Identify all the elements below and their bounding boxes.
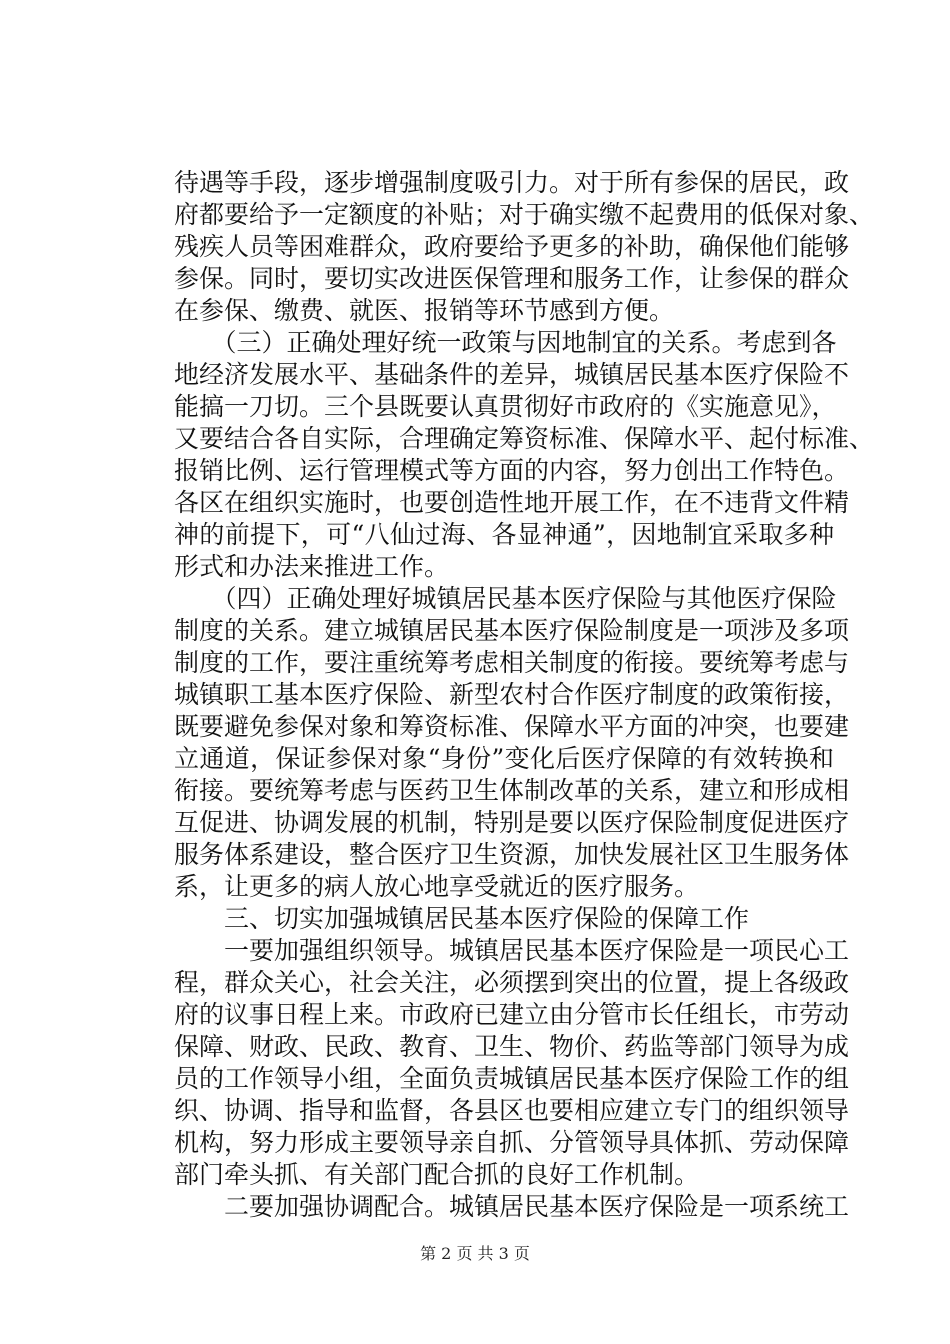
text-line: 部门牵头抓、有关部门配合抓的良好工作机制。 <box>174 1160 700 1189</box>
text-line: 能搞一刀切。三个县既要认真贯彻好市政府的《实施意见》， <box>174 392 837 421</box>
text-line: （三）正确处理好统一政策与因地制宜的关系。考虑到各 <box>174 328 837 357</box>
text-line: 各区在组织实施时，也要创造性地开展工作，在不违背文件精 <box>174 488 850 517</box>
text-line: 又要结合各自实际，合理确定筹资标准、保障水平、起付标准、 <box>174 424 875 453</box>
text-line: 系，让更多的病人放心地享受就近的医疗服务。 <box>174 872 700 901</box>
text-line: 府的议事日程上来。市政府已建立由分管市长任组长，市劳动 <box>174 1000 850 1029</box>
text-line: 神的前提下，可“八仙过海、各显神通”，因地制宜采取多种 <box>174 520 834 549</box>
text-line: 既要避免参保对象和筹资标准、保障水平方面的冲突，也要建 <box>174 712 850 741</box>
text-line: 在参保、缴费、就医、报销等环节感到方便。 <box>174 296 675 325</box>
page-footer: 第 2 页 共 3 页 <box>420 1244 530 1263</box>
text-line: 员的工作领导小组，全面负责城镇居民基本医疗保险工作的组 <box>174 1064 850 1093</box>
text-line: （四）正确处理好城镇居民基本医疗保险与其他医疗保险 <box>174 584 837 613</box>
text-line: 机构，努力形成主要领导亲自抓、分管领导具体抓、劳动保障 <box>174 1128 850 1157</box>
text-line: 程，群众关心，社会关注，必须摆到突出的位置，提上各级政 <box>174 968 850 997</box>
text-line: 待遇等手段，逐步增强制度吸引力。对于所有参保的居民，政 <box>174 168 850 197</box>
text-line: 府都要给予一定额度的补贴；对于确实缴不起费用的低保对象、 <box>174 200 875 229</box>
text-line: 报销比例、运行管理模式等方面的内容，努力创出工作特色。 <box>174 456 850 485</box>
text-line: 互促进、协调发展的机制，特别是要以医疗保险制度促进医疗 <box>174 808 850 837</box>
text-line: 三、切实加强城镇居民基本医疗保险的保障工作 <box>174 904 750 933</box>
text-line: 地经济发展水平、基础条件的差异，城镇居民基本医疗保险不 <box>174 360 850 389</box>
text-line: 保障、财政、民政、教育、卫生、物价、药监等部门领导为成 <box>174 1032 850 1061</box>
document-body <box>174 167 875 1223</box>
text-line: 织、协调、指导和监督，各县区也要相应建立专门的组织领导 <box>174 1096 850 1125</box>
text-line: 形式和办法来推进工作。 <box>174 552 450 581</box>
text-line: 二要加强协调配合。城镇居民基本医疗保险是一项系统工 <box>174 1192 850 1221</box>
text-line: 残疾人员等困难群众，政府要给予更多的补助，确保他们能够 <box>174 232 850 261</box>
text-line: 制度的关系。建立城镇居民基本医疗保险制度是一项涉及多项 <box>174 616 850 645</box>
text-line: 衔接。要统筹考虑与医药卫生体制改革的关系，建立和形成相 <box>174 776 850 805</box>
text-line: 城镇职工基本医疗保险、新型农村合作医疗制度的政策衔接， <box>174 680 850 709</box>
text-line: 服务体系建设，整合医疗卫生资源，加快发展社区卫生服务体 <box>174 840 850 869</box>
text-line: 制度的工作，要注重统筹考虑相关制度的衔接。要统筹考虑与 <box>174 648 850 677</box>
text-line: 立通道，保证参保对象“身份”变化后医疗保障的有效转换和 <box>174 744 834 773</box>
text-line: 一要加强组织领导。城镇居民基本医疗保险是一项民心工 <box>174 936 850 965</box>
text-line: 参保。同时，要切实改进医保管理和服务工作，让参保的群众 <box>174 264 850 293</box>
